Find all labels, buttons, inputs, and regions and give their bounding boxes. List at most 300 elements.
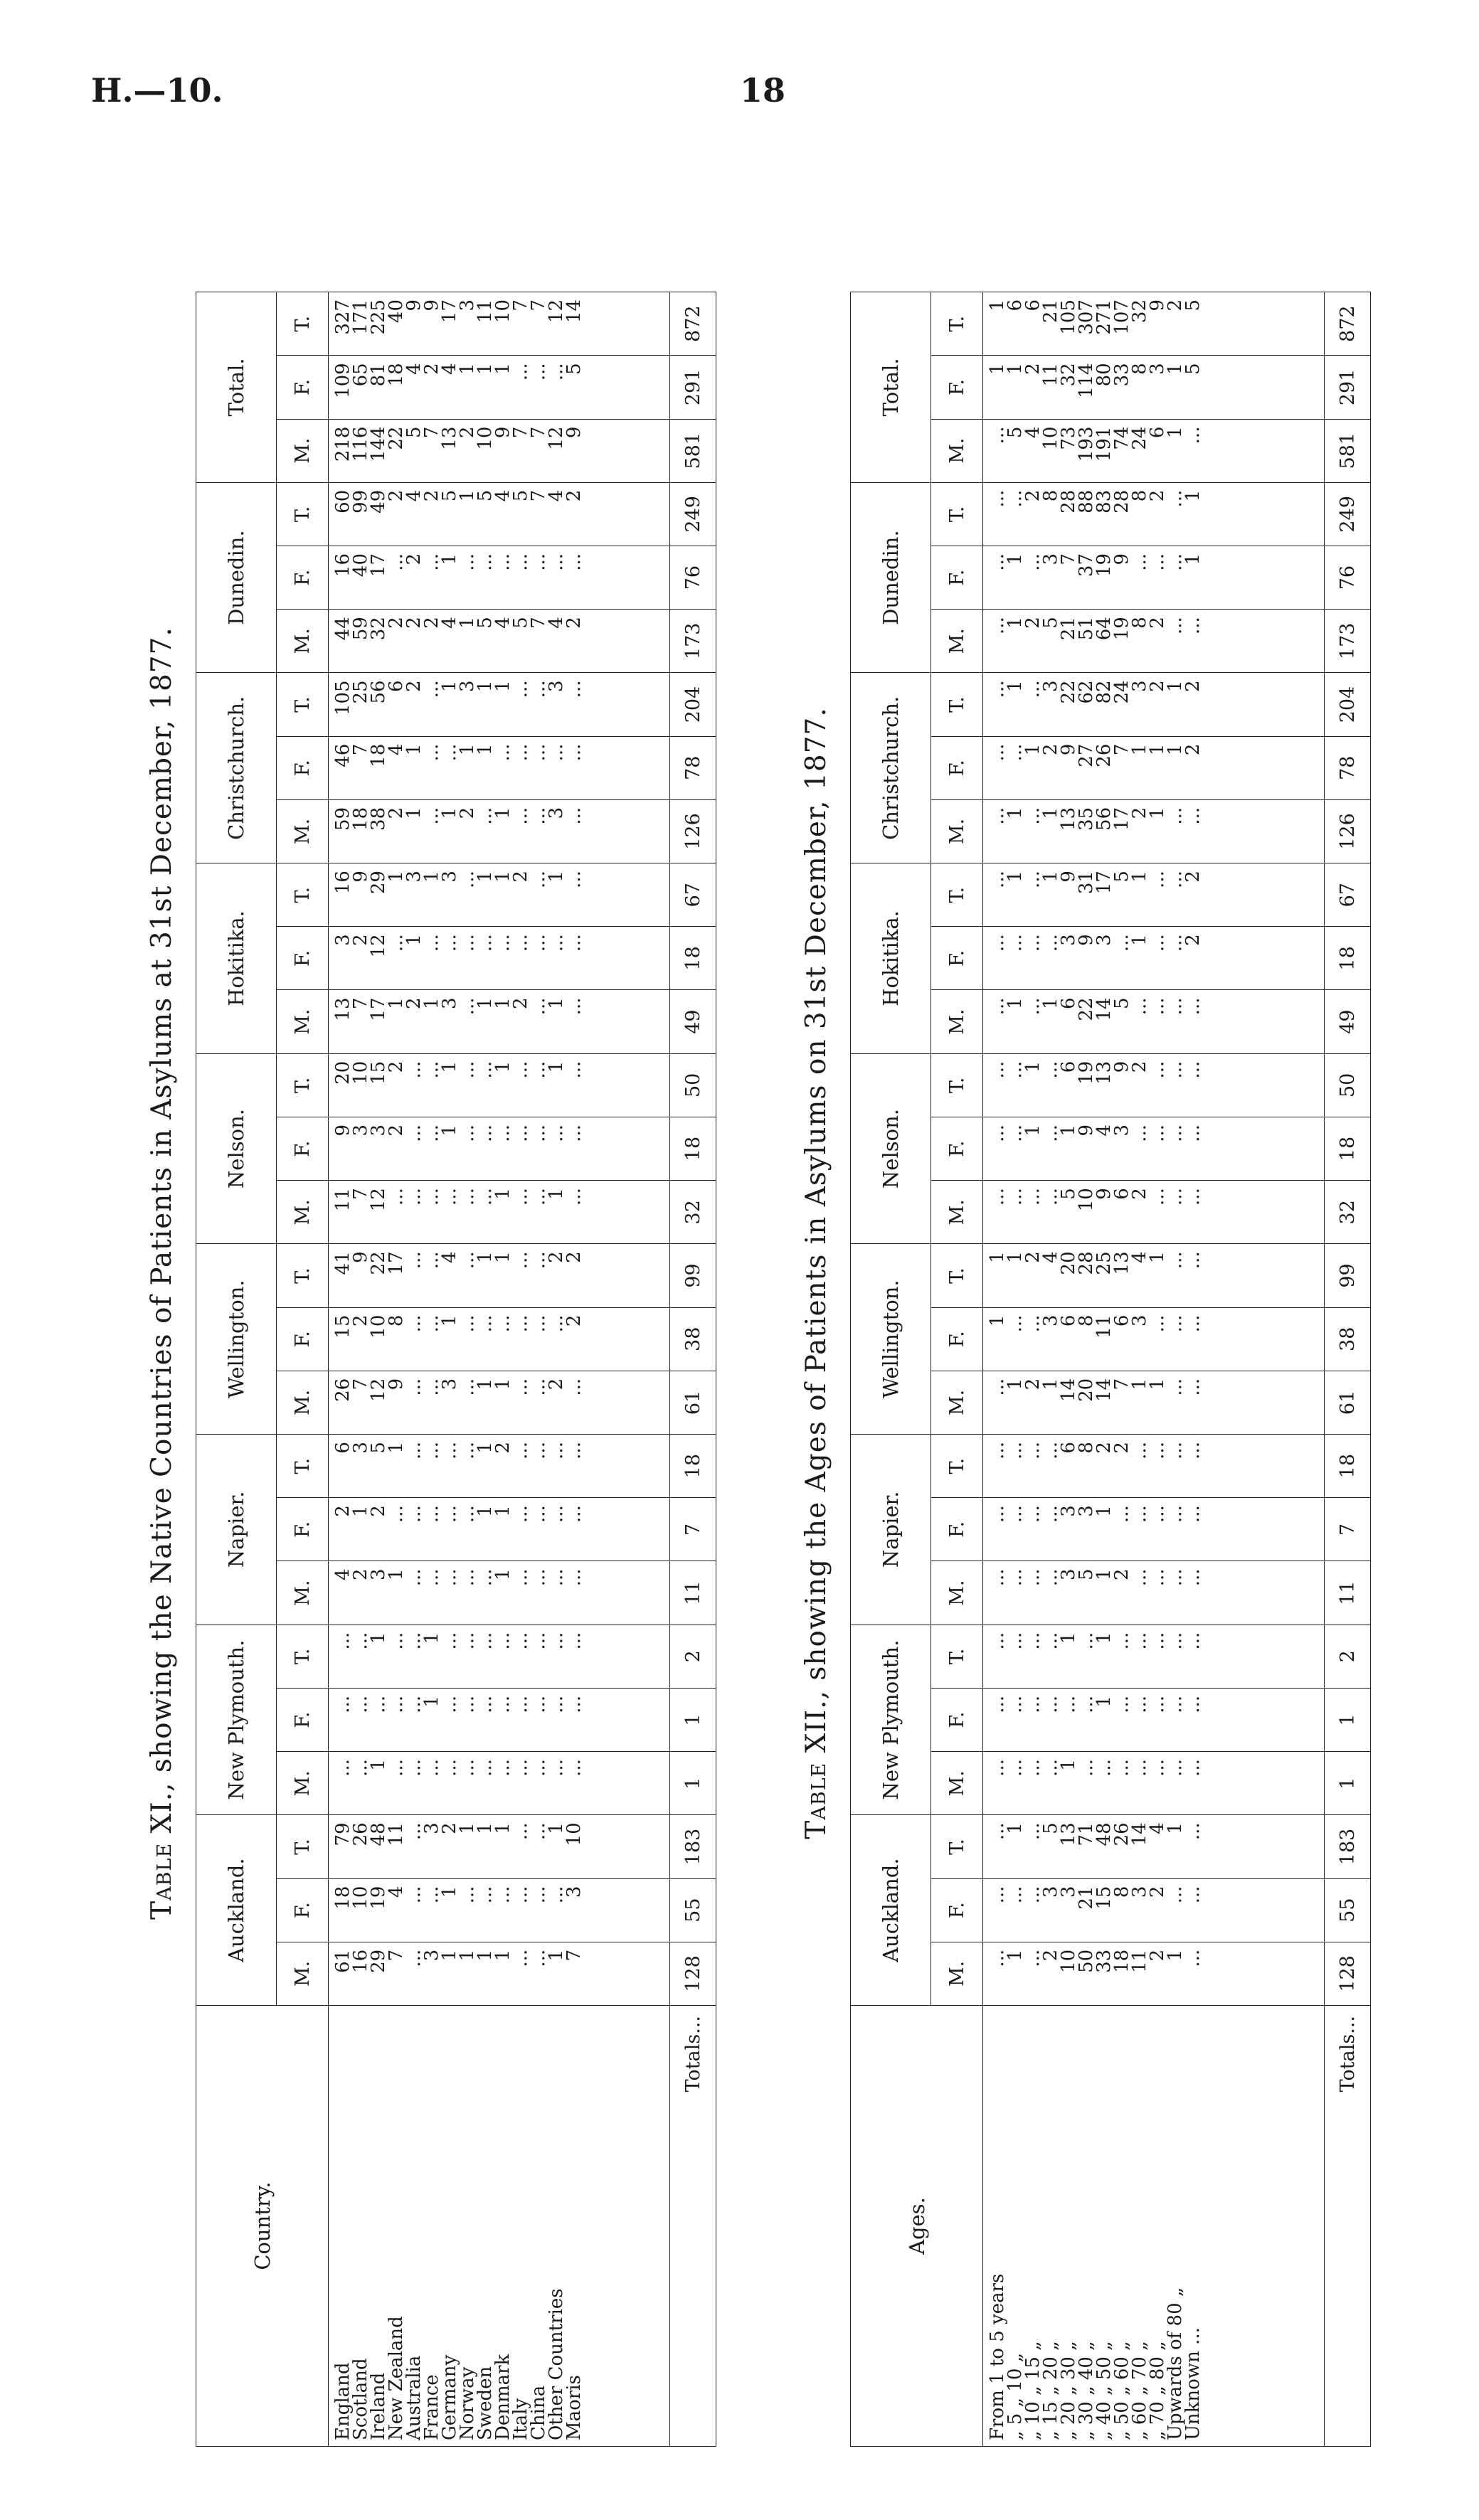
table-cell: 1	[492, 1822, 514, 1834]
table-cell: 11	[1129, 1949, 1150, 1973]
table-cell: 6	[1058, 1442, 1079, 1454]
table-cell: ...	[510, 1442, 531, 1460]
table-cell: 12	[368, 1188, 389, 1212]
table-cell: 3	[421, 1949, 442, 1962]
table-cell: 1	[1004, 1251, 1026, 1263]
table-cell: ...	[546, 1632, 567, 1650]
table-cell: ...	[1165, 934, 1186, 952]
table-cell: 3	[457, 299, 478, 312]
table-cell: ...	[332, 1632, 354, 1650]
table-cell: 2	[403, 997, 425, 1010]
table-cell: ...	[1147, 871, 1168, 888]
row-label: Upwards of 80 „	[1165, 2287, 1186, 2440]
table-cell: 4	[403, 489, 425, 502]
table-cell: ...	[987, 680, 1008, 698]
totals-label: Totals...	[670, 2006, 716, 2447]
table-cell: ...	[386, 934, 407, 952]
sub-column-header: T.	[931, 1244, 983, 1307]
table-cell: ...	[1022, 1886, 1044, 1904]
table-cell: ...	[1040, 934, 1061, 952]
table-cell: 15	[332, 1314, 354, 1339]
table-cell: 3	[350, 1442, 371, 1454]
table-cell: 27	[1076, 743, 1097, 767]
table-cell: 22	[1076, 997, 1097, 1021]
table-cell: 1	[368, 1632, 389, 1644]
table-cell: ...	[457, 1251, 478, 1270]
total-cell: 126	[670, 799, 716, 863]
table-cell: 4	[1129, 1251, 1150, 1263]
table-cell: 8	[1076, 1314, 1097, 1327]
table-cell: 1	[1004, 617, 1026, 629]
table-cell: 9	[563, 426, 585, 439]
sub-column-header: M.	[931, 799, 983, 863]
table-cell: ...	[1182, 1822, 1204, 1841]
table-cell: ...	[1129, 1632, 1150, 1650]
sub-column-header: T.	[931, 1625, 983, 1688]
table-cell: 4	[1093, 1124, 1115, 1137]
table-cell: ...	[546, 1124, 567, 1142]
table-cell: 5	[1040, 1822, 1061, 1834]
table-cell: ...	[546, 743, 567, 762]
total-cell: 99	[670, 1244, 716, 1307]
table-cell: 1	[987, 299, 1008, 312]
table-cell: 9	[332, 1124, 354, 1137]
table-cell: 13	[1093, 1060, 1115, 1085]
table-cell: 3	[457, 680, 478, 692]
table-cell: ...	[528, 680, 549, 698]
sub-column-header: T.	[931, 1815, 983, 1878]
table-cell: 6	[1058, 1060, 1079, 1073]
table-cell: 2	[1022, 1378, 1044, 1391]
total-cell: 872	[670, 292, 716, 356]
row-label: „ 5 „ 10 „	[1004, 2352, 1026, 2440]
table-cell: ...	[1129, 1124, 1150, 1142]
table-cell: ...	[987, 743, 1008, 762]
sub-column-header: T.	[277, 1244, 329, 1307]
table-cell: 7	[528, 617, 549, 629]
table-cell: ...	[1165, 489, 1186, 508]
total-cell: 1	[670, 1688, 716, 1751]
table-cell: 3	[546, 680, 567, 692]
table-cell: ...	[528, 1886, 549, 1904]
table-cell: ...	[1076, 1632, 1097, 1650]
table-cell: ...	[546, 1759, 567, 1777]
table-cell: ...	[457, 871, 478, 888]
table-cell: ...	[457, 1060, 478, 1079]
table-xii-caption-prefix: Table XII.	[800, 1699, 832, 1839]
total-cell: 18	[1325, 927, 1371, 990]
total-cell: 32	[670, 1181, 716, 1244]
table-cell: 2	[1093, 1442, 1115, 1454]
table-cell: 191	[1093, 426, 1115, 462]
table-cell: ...	[987, 489, 1008, 508]
table-cell: ...	[475, 1188, 496, 1206]
table-cell: 1	[1022, 1124, 1044, 1137]
page-reference: H.—10.	[91, 71, 223, 110]
table-cell: 9	[1058, 743, 1079, 756]
table-cell: 1	[1058, 1632, 1079, 1644]
table-cell: 2	[350, 1314, 371, 1327]
table-cell: ...	[563, 680, 585, 698]
table-cell: ...	[475, 1124, 496, 1142]
table-cell: 19	[1076, 1060, 1097, 1085]
table-xi-caption-text: , showing the Native Countries of Patients in Asylums at 31st December, 1877.	[146, 627, 178, 1792]
table-cell: 1	[1004, 1949, 1026, 1962]
table-cell: ...	[546, 1886, 567, 1904]
table-cell: 1	[1129, 871, 1150, 883]
table-cell: ...	[987, 1822, 1008, 1841]
table-cell: ...	[510, 1060, 531, 1079]
table-cell: ...	[987, 1949, 1008, 1967]
table-cell: 10	[368, 1314, 389, 1339]
table-cell: 7	[350, 1378, 371, 1391]
total-cell: 49	[670, 990, 716, 1053]
table-cell: ...	[386, 1759, 407, 1777]
sub-column-header: F.	[277, 1878, 329, 1942]
table-cell: 25	[350, 680, 371, 704]
table-cell: 9	[1076, 934, 1097, 946]
table-cell: ...	[421, 1759, 442, 1777]
table-cell: 6	[1022, 299, 1044, 312]
table-cell: 2	[1129, 1060, 1150, 1073]
column-group-header: Napier.	[196, 1435, 277, 1625]
total-cell: 50	[1325, 1053, 1371, 1117]
table-cell: 16	[332, 871, 354, 895]
table-cell: ...	[421, 1060, 442, 1079]
table-cell: 12	[546, 426, 567, 450]
row-label: Germany	[439, 2354, 460, 2440]
table-cell: ...	[457, 1886, 478, 1904]
table-xii	[850, 292, 1371, 2447]
sub-column-header: F.	[931, 1498, 983, 1561]
table-cell: ...	[1022, 1314, 1044, 1333]
table-cell: 2	[1129, 807, 1150, 819]
table-cell: 4	[439, 1251, 460, 1263]
table-cell: ...	[528, 553, 549, 571]
table-cell: 40	[350, 553, 371, 578]
table-cell: ...	[563, 1759, 585, 1777]
table-cell: 11	[386, 1822, 407, 1846]
table-cell: ...	[1040, 1505, 1061, 1524]
table-cell: ...	[1022, 1442, 1044, 1460]
table-cell: 116	[350, 426, 371, 462]
table-cell: ...	[1022, 553, 1044, 571]
table-cell: ...	[1076, 1695, 1097, 1713]
table-cell: ...	[510, 1632, 531, 1650]
table-cell: ...	[1182, 1314, 1204, 1333]
table-cell: 5	[1058, 1188, 1079, 1200]
sub-column-header: M.	[277, 1181, 329, 1244]
table-cell: ...	[1004, 1632, 1026, 1650]
table-cell: ...	[1147, 1060, 1168, 1079]
table-cell: 6	[386, 680, 407, 692]
table-cell: 4	[546, 489, 567, 502]
table-cell: ...	[528, 1442, 549, 1460]
table-cell: 7	[386, 1949, 407, 1962]
table-cell: ...	[1058, 1695, 1079, 1713]
table-cell: ...	[1022, 1505, 1044, 1524]
table-cell: ...	[492, 1695, 514, 1713]
table-cell: 7	[510, 426, 531, 439]
table-cell: ...	[457, 1124, 478, 1142]
table-cell: 10	[492, 299, 514, 324]
table-cell: 26	[332, 1378, 354, 1402]
table-cell: 3	[1058, 934, 1079, 946]
table-cell: 3	[1129, 1314, 1150, 1327]
column-group-header: Dunedin.	[851, 482, 931, 673]
table-cell: ...	[546, 553, 567, 571]
table-cell: 2	[386, 1060, 407, 1073]
table-cell: 12	[546, 299, 567, 324]
table-cell: ...	[403, 1759, 425, 1777]
table-cell: ...	[439, 1759, 460, 1777]
table-cell: ...	[987, 1060, 1008, 1079]
table-cell: ...	[403, 1442, 425, 1460]
table-cell: 1	[1004, 680, 1026, 692]
sub-column-header: M.	[931, 1181, 983, 1244]
total-cell: 18	[670, 927, 716, 990]
total-cell: 18	[670, 1435, 716, 1498]
table-cell: ...	[403, 1505, 425, 1524]
table-cell: 1	[386, 871, 407, 883]
table-cell: 1	[492, 680, 514, 692]
total-cell: 55	[670, 1878, 716, 1942]
total-cell: 173	[1325, 610, 1371, 673]
table-cell: ...	[1004, 1759, 1026, 1777]
table-cell: ...	[1022, 1632, 1044, 1650]
table-cell: ...	[475, 807, 496, 825]
table-cell: 3	[1040, 1314, 1061, 1327]
total-cell: 291	[670, 356, 716, 419]
table-cell: 3	[350, 1124, 371, 1137]
table-cell: ...	[1022, 871, 1044, 888]
table-cell: ...	[492, 1886, 514, 1904]
row-label: Ireland	[368, 2372, 389, 2440]
table-cell: ...	[563, 1632, 585, 1650]
table-cell: 7	[421, 426, 442, 439]
table-cell: 1	[987, 1314, 1008, 1327]
total-cell: 249	[670, 482, 716, 546]
table-cell: 1	[475, 363, 496, 375]
table-cell: 1	[421, 1632, 442, 1644]
table-xi	[196, 292, 716, 2447]
table-cell: ...	[546, 1568, 567, 1587]
table-cell: ...	[987, 871, 1008, 888]
table-cell: ...	[1165, 1442, 1186, 1460]
table-cell: ...	[1004, 1568, 1026, 1587]
table-cell: 10	[1058, 1949, 1079, 1973]
sub-column-header: F.	[277, 927, 329, 990]
table-cell: 8	[386, 1314, 407, 1327]
table-cell: ...	[457, 1568, 478, 1587]
table-cell: 7	[510, 299, 531, 312]
table-cell: 15	[368, 1060, 389, 1085]
table-cell: ...	[1147, 997, 1168, 1016]
row-label: Unknown ...	[1182, 2327, 1204, 2440]
table-cell: 8	[1111, 1886, 1133, 1898]
total-cell: 38	[670, 1307, 716, 1371]
row-label: „ 60 „ 70 „	[1129, 2341, 1150, 2440]
table-cell: ...	[492, 1124, 514, 1142]
table-cell: ...	[1165, 1568, 1186, 1587]
table-cell: ...	[510, 1949, 531, 1967]
table-cell: ...	[1165, 1124, 1186, 1142]
table-cell: ...	[1022, 1568, 1044, 1587]
table-cell: 271	[1093, 299, 1115, 335]
table-cell: ...	[528, 1124, 549, 1142]
table-cell: ...	[421, 1124, 442, 1142]
table-cell: ...	[546, 1442, 567, 1460]
table-cell: 2	[1147, 617, 1168, 629]
table-cell: 2	[1182, 871, 1204, 883]
table-cell: ...	[1004, 1442, 1026, 1460]
table-cell: 15	[1093, 1886, 1115, 1910]
table-cell: 2	[510, 997, 531, 1010]
table-cell: 2	[457, 426, 478, 439]
table-cell: ...	[510, 1188, 531, 1206]
sub-column-header: F.	[931, 546, 983, 609]
table-cell: ...	[457, 553, 478, 571]
table-cell: 83	[1093, 489, 1115, 514]
sub-column-header: F.	[931, 1688, 983, 1751]
table-cell: 25	[1093, 1251, 1115, 1275]
table-cell: 327	[332, 299, 354, 335]
sub-column-header: F.	[931, 927, 983, 990]
table-cell: 2	[1147, 489, 1168, 502]
table-cell: ...	[1004, 1886, 1026, 1904]
table-cell: 9	[492, 426, 514, 439]
table-cell: ...	[386, 1188, 407, 1206]
table-cell: ...	[1182, 1378, 1204, 1396]
table-cell: 1	[1129, 743, 1150, 756]
table-cell: 51	[1076, 617, 1097, 641]
table-cell: ...	[563, 1060, 585, 1079]
table-cell: 74	[1111, 426, 1133, 450]
total-cell: 76	[670, 546, 716, 609]
table-cell: 5	[368, 1442, 389, 1454]
table-cell: ...	[563, 807, 585, 825]
table-cell: ...	[510, 743, 531, 762]
table-cell: 2	[492, 1442, 514, 1454]
table-cell: 13	[332, 997, 354, 1021]
table-cell: 4	[492, 489, 514, 502]
table-cell: 7	[350, 997, 371, 1010]
table-cell: 11	[332, 1188, 354, 1212]
sub-column-header: F.	[931, 736, 983, 799]
table-cell: ...	[421, 1188, 442, 1206]
table-cell: 19	[368, 1886, 389, 1910]
table-cell: 307	[1076, 299, 1097, 335]
table-cell: 1	[492, 997, 514, 1010]
table-cell: 26	[1093, 743, 1115, 767]
table-xii-caption	[800, 277, 832, 2269]
table-cell: ...	[457, 1505, 478, 1524]
table-cell: ...	[492, 1759, 514, 1777]
table-cell: 1	[386, 1568, 407, 1581]
table-cell: ...	[528, 934, 549, 952]
table-cell: 1	[492, 1188, 514, 1200]
table-cell: 13	[1058, 807, 1079, 831]
table-cell: 1	[546, 1060, 567, 1073]
row-label: „ 50 „ 60 „	[1111, 2341, 1133, 2440]
table-cell: ...	[1111, 1505, 1133, 1524]
total-cell: 204	[1325, 673, 1371, 736]
table-cell: ...	[1182, 1759, 1204, 1777]
table-cell: ...	[403, 1188, 425, 1206]
table-cell: 79	[332, 1822, 354, 1846]
table-cell: ...	[528, 997, 549, 1016]
total-cell: 249	[1325, 482, 1371, 546]
table-cell: 11	[1040, 363, 1061, 387]
table-cell: 2	[1129, 1188, 1150, 1200]
table-cell: 5	[475, 617, 496, 629]
table-cell: 80	[1093, 363, 1115, 387]
table-cell: ...	[421, 1314, 442, 1333]
table-cell: ...	[528, 1505, 549, 1524]
total-cell: 291	[1325, 356, 1371, 419]
total-cell: 38	[1325, 1307, 1371, 1371]
table-cell: 5	[439, 489, 460, 502]
table-cell: ...	[457, 1759, 478, 1777]
table-cell: 1	[1004, 553, 1026, 565]
table-cell: ...	[510, 680, 531, 698]
table-cell: ...	[350, 1632, 371, 1650]
table-cell: 33	[1111, 363, 1133, 387]
table-cell: ...	[1182, 1568, 1204, 1587]
totals-label: Totals...	[1325, 2006, 1371, 2447]
table-cell: 9	[1058, 871, 1079, 883]
table-cell: 24	[1111, 680, 1133, 704]
total-cell: 11	[670, 1561, 716, 1625]
table-cell: ...	[563, 1442, 585, 1460]
total-cell: 7	[670, 1498, 716, 1561]
table-cell: 33	[1093, 1949, 1115, 1973]
table-cell: ...	[510, 807, 531, 825]
table-cell: ...	[457, 997, 478, 1016]
total-cell: 204	[670, 673, 716, 736]
table-cell: 1	[492, 1568, 514, 1581]
table-cell: 2	[563, 617, 585, 629]
table-cell: 18	[350, 807, 371, 831]
table-cell: 29	[368, 871, 389, 895]
table-cell: 2	[421, 489, 442, 502]
table-cell: ...	[1147, 1568, 1168, 1587]
table-cell: 20	[1076, 1378, 1097, 1402]
table-cell: 5	[510, 617, 531, 629]
table-cell: 1	[403, 934, 425, 946]
table-cell: 2	[350, 1568, 371, 1581]
table-cell: 3	[368, 1124, 389, 1137]
table-cell: 1	[1129, 934, 1150, 946]
table-cell: 1	[1004, 363, 1026, 375]
table-cell: 2	[546, 1251, 567, 1263]
table-cell: 3	[546, 807, 567, 819]
table-cell: 4	[439, 363, 460, 375]
row-label: Denmark	[492, 2354, 514, 2440]
table-cell: 5	[1076, 1568, 1097, 1581]
table-cell: 105	[1058, 299, 1079, 335]
total-cell: 2	[670, 1625, 716, 1688]
table-cell: 2	[510, 871, 531, 883]
table-cell: ...	[987, 1505, 1008, 1524]
table-cell: 2	[1147, 1949, 1168, 1962]
table-cell: ...	[563, 997, 585, 1016]
table-cell: 48	[368, 1822, 389, 1846]
table-cell: ...	[457, 934, 478, 952]
total-cell: 18	[670, 1117, 716, 1180]
table-cell: ...	[1165, 1378, 1186, 1396]
table-cell: 1	[1022, 1060, 1044, 1073]
